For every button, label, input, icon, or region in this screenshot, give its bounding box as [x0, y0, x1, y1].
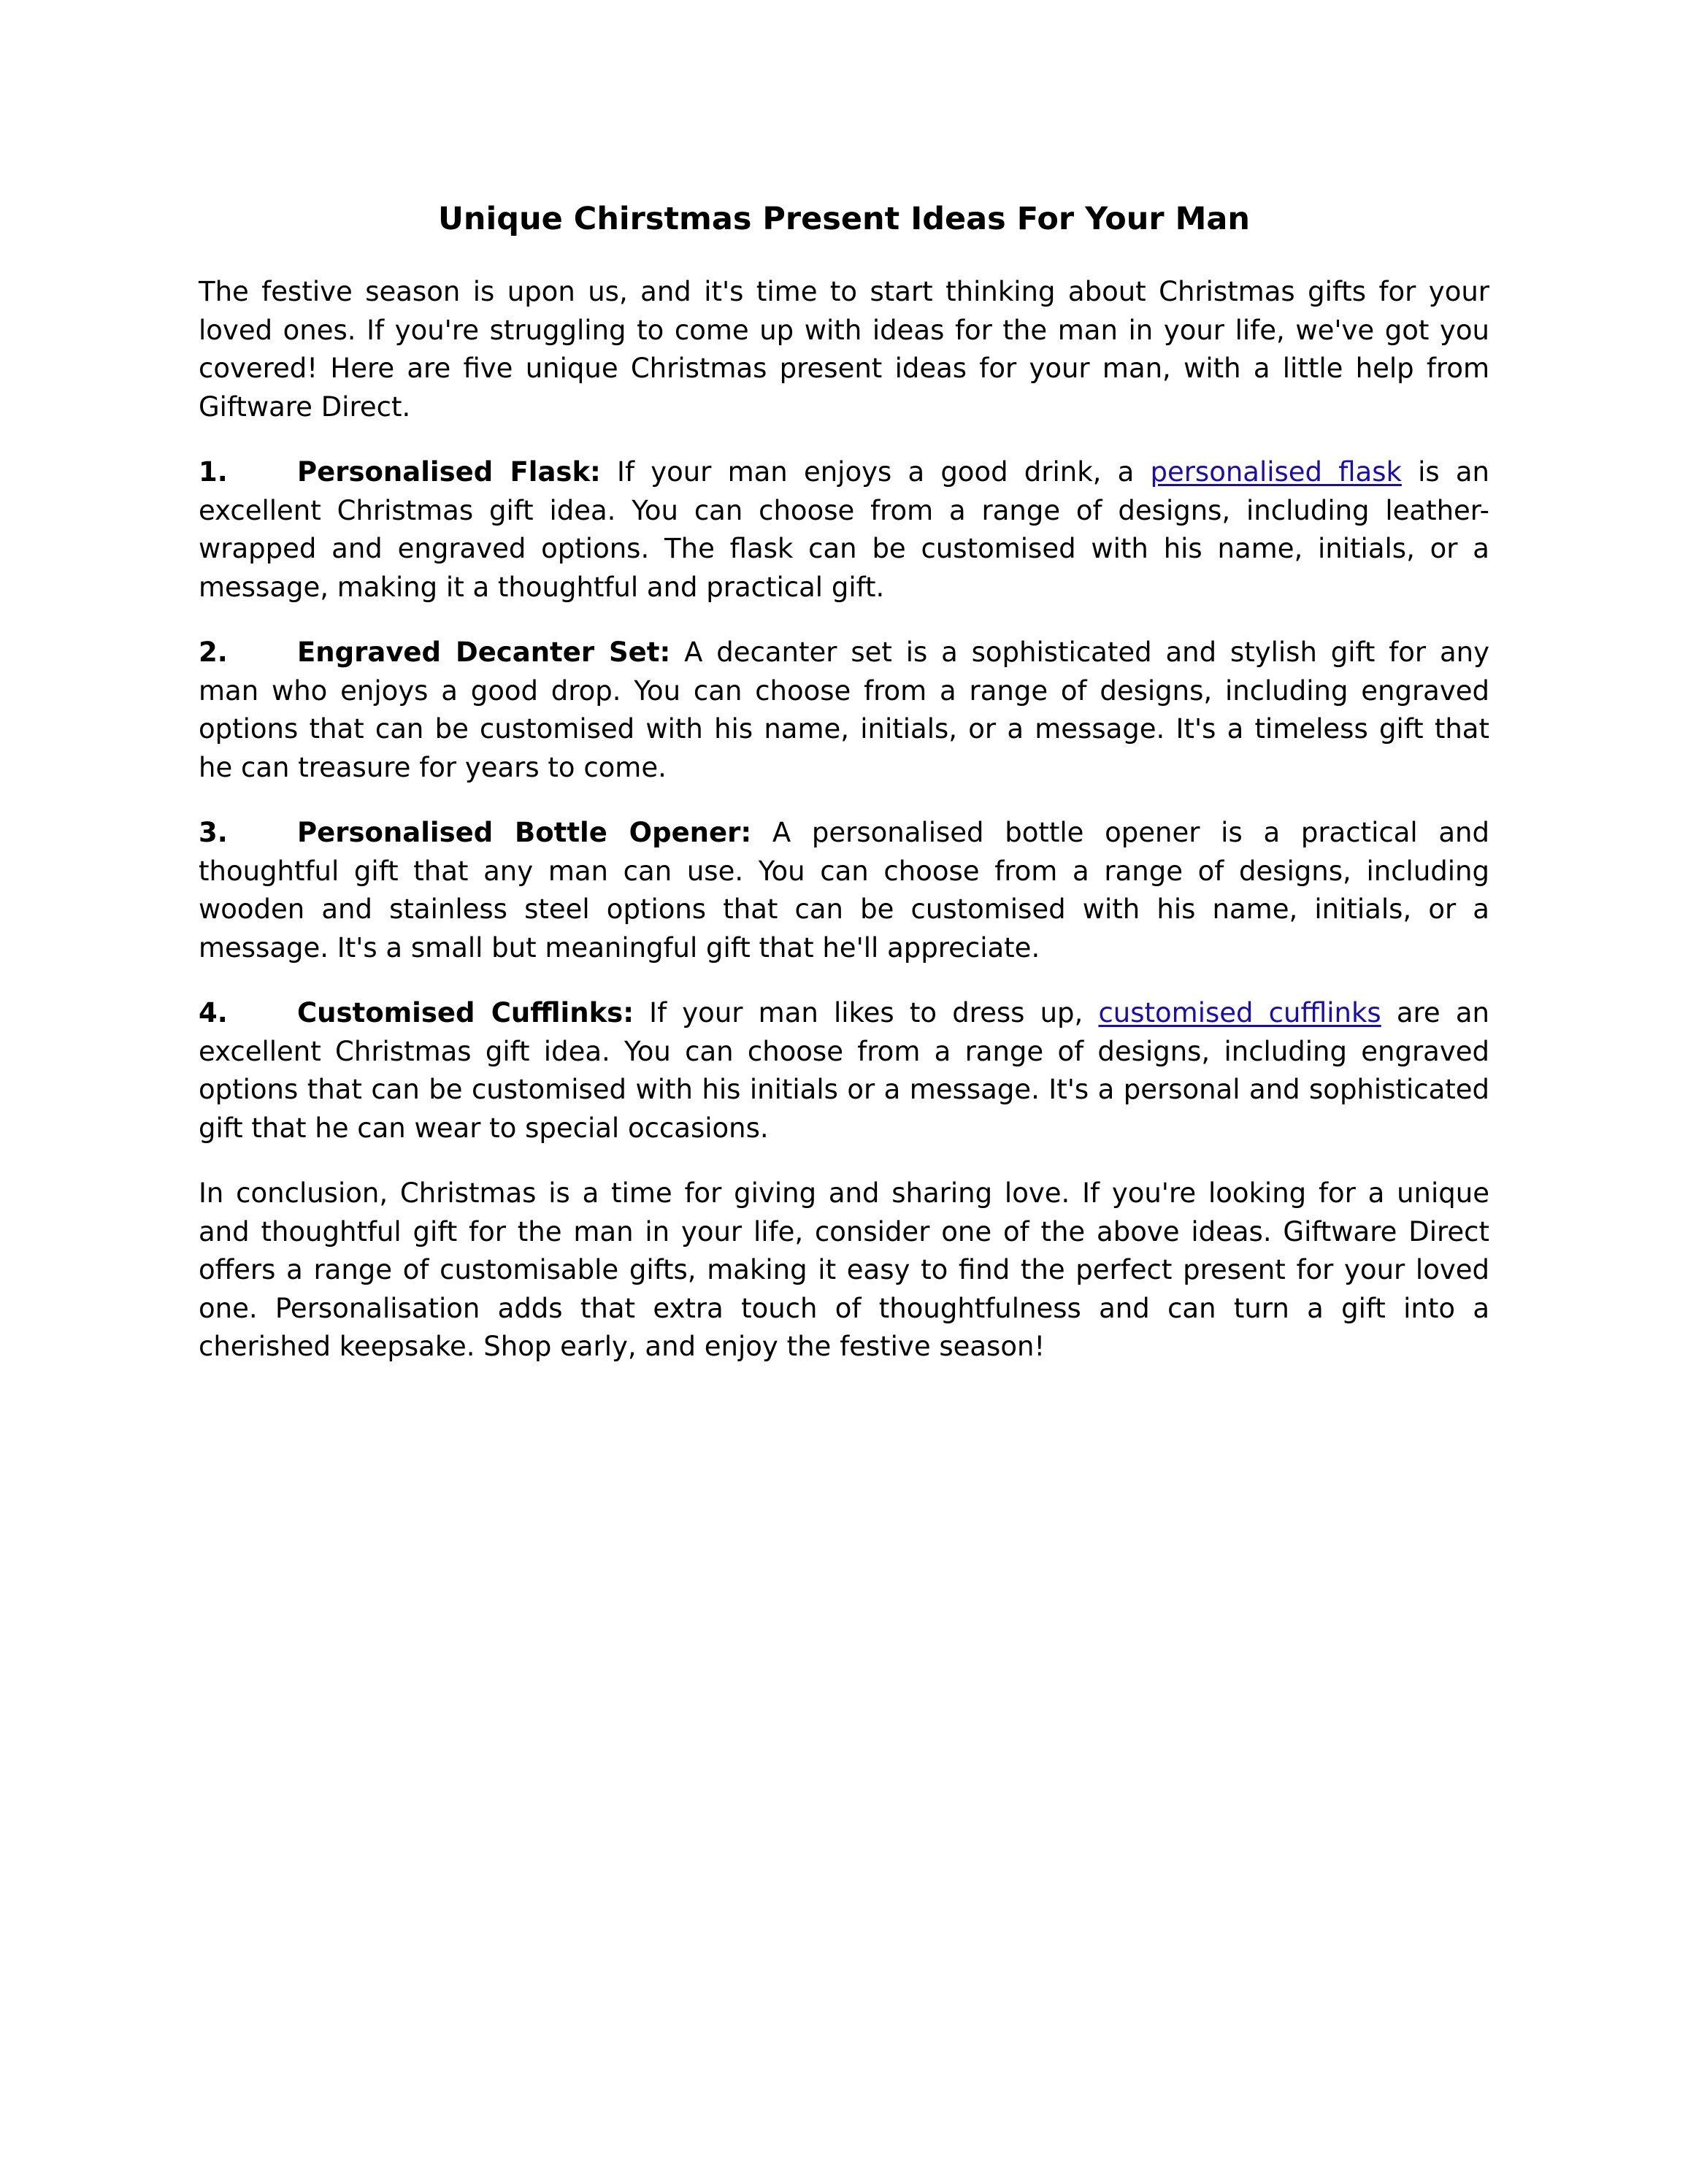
list-number: 1. [199, 456, 228, 488]
customised-cufflinks-link[interactable]: customised cufflinks [1098, 997, 1381, 1028]
list-number: 4. [199, 997, 228, 1028]
item-heading: Customised Cufflinks: [297, 997, 634, 1028]
item-text: If your man enjoys a good drink, a [600, 456, 1151, 488]
item-text: is an excellent Christmas gift idea. You can choose from a range of designs, including leather-wrapped and engraved options. The flask can be customised with his name, initials, or a message, making it a thoughtful and practical gift. [199, 456, 1489, 603]
list-item-2 [199, 634, 1489, 787]
item-text: If your man likes to dress up, [634, 997, 1099, 1028]
list-number: 3. [199, 817, 228, 848]
item-heading: Engraved Decanter Set: [297, 637, 671, 668]
conclusion-paragraph: In conclusion, Christmas is a time for giving and sharing love. If you're looking for a unique and thoughtful gift for the man in your life, consider one of the above ideas. Giftware Direct offers a range of customisable gifts, making it easy to find the perfect present for your loved one. Personalisation adds that extra touch of thoughtfulness and can turn a gift into a cherished keepsake. Shop early, and enjoy the festive season! [199, 1177, 1489, 1362]
item-text: are an excellent Christmas gift idea. You can choose from a range of designs, including engraved options that can be customised with his initials or a message. It's a personal and sophisticated gift that he can wear to special occasions. [199, 997, 1489, 1144]
item-heading: Personalised Flask: [297, 456, 601, 488]
item-text: A decanter set is a sophisticated and stylish gift for any man who enjoys a good drop. You can choose from a range of designs, including engraved options that can be customised with his name, initials, or a message. It's a timeless gift that he can treasure for years to come. [199, 637, 1489, 783]
document-page [199, 197, 1489, 1393]
item-text: A personalised bottle opener is a practical and thoughtful gift that any man can use. You can choose from a range of designs, including wooden and stainless steel options that can be customised with his name, initials, or a message. It's a small but meaningful gift that he'll appreciate. [199, 817, 1489, 964]
list-item-4 [199, 994, 1489, 1147]
list-item-1 [199, 453, 1489, 607]
document-title: Unique Chirstmas Present Ideas For Your Man [437, 201, 1251, 237]
personalised-flask-link[interactable]: personalised flask [1150, 456, 1402, 488]
list-item-3 [199, 814, 1489, 967]
list-number: 2. [199, 637, 228, 668]
intro-paragraph: The festive season is upon us, and it's time to start thinking about Christmas gifts for your loved ones. If you're struggling to come up with ideas for the man in your life, we've got you covered! Here are five unique Christmas present ideas for your man, with a little help from Giftware Direct. [199, 276, 1489, 423]
item-heading: Personalised Bottle Opener: [297, 817, 752, 848]
